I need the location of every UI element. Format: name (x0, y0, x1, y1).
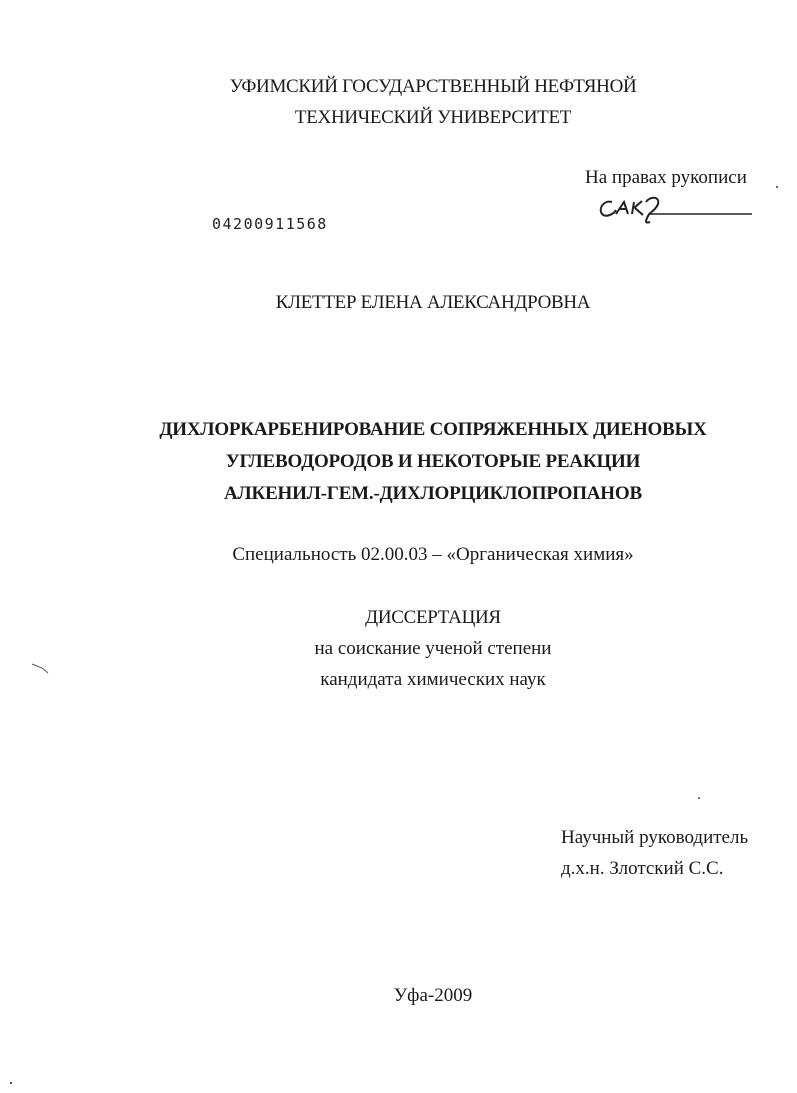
catalog-code: 04200911568 (212, 215, 328, 233)
city-year: Уфа-2009 (393, 985, 473, 1006)
scan-mark (30, 662, 52, 676)
university-name-line2: ТЕХНИЧЕСКИЙ УНИВЕРСИТЕТ (294, 107, 572, 128)
document-type: ДИССЕРТАЦИЯ (365, 607, 501, 628)
degree-line1: на соискание ученой степени (314, 638, 552, 659)
scan-dot (698, 797, 700, 799)
supervisor-label: Научный руководитель (561, 827, 749, 848)
scan-dot (776, 186, 778, 188)
thesis-title-line3: АЛКЕНИЛ-ГЕМ.-ДИХЛОРЦИКЛОПРОПАНОВ (224, 483, 642, 504)
author-name: КЛЕТТЕР ЕЛЕНА АЛЕКСАНДРОВНА (275, 292, 591, 313)
university-name-line1: УФИМСКИЙ ГОСУДАРСТВЕННЫЙ НЕФТЯНОЙ (229, 76, 637, 97)
thesis-title-line2: УГЛЕВОДОРОДОВ И НЕКОТОРЫЕ РЕАКЦИИ (225, 451, 641, 472)
scan-dot (10, 1082, 12, 1084)
supervisor-name: д.х.н. Злотский С.С. (561, 858, 724, 879)
specialty-line: Специальность 02.00.03 – «Органическая химия» (232, 544, 634, 565)
manuscript-note: На правах рукописи (585, 167, 747, 188)
author-signature (594, 190, 754, 230)
thesis-title-line1: ДИХЛОРКАРБЕНИРОВАНИЕ СОПРЯЖЕННЫХ ДИЕНОВЫХ (159, 419, 707, 440)
degree-line2: кандидата химических наук (320, 669, 546, 690)
